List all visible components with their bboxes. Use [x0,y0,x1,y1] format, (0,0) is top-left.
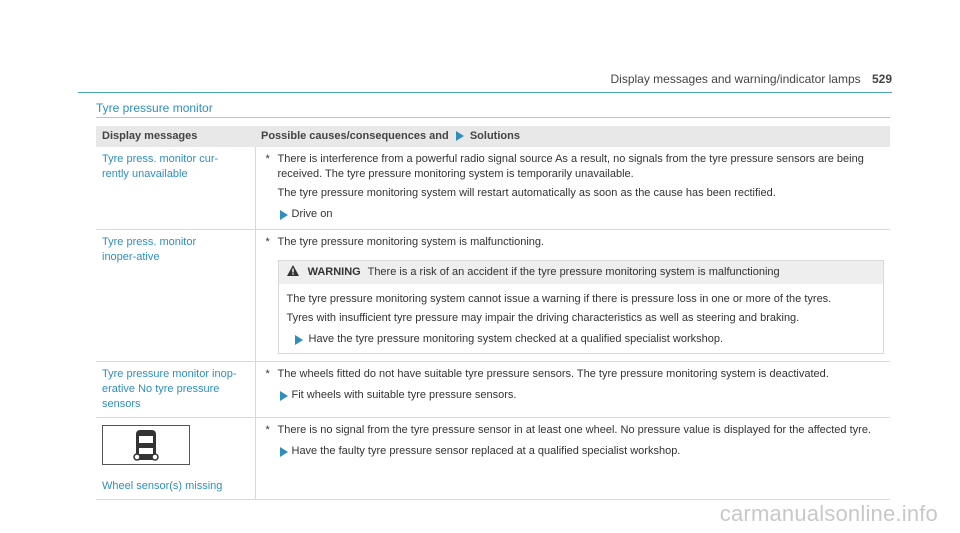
car-tyre-sensor-icon [102,425,190,465]
cause-text: The wheels fitted do not have suitable tyre pressure sensors. The tyre pressure monitoring system is deactivated. [277,368,829,380]
action-text: Drive on [291,208,333,220]
cause-cell [255,230,890,362]
arrow-icon [280,210,288,220]
display-message: Tyre press. monitor cur-rently unavailable [102,153,219,180]
action-item [262,444,885,459]
message-cell [96,418,255,500]
message-cell [96,230,255,362]
star-marker: * [265,424,270,436]
cause-cell [255,362,890,418]
page-number: 529 [871,72,892,86]
section-rule [96,117,890,118]
arrow-icon [280,447,288,457]
cause-cell [255,418,890,500]
cause-text: The tyre pressure monitoring system is malfunctioning. [277,236,545,248]
messages-table [96,126,890,500]
note-text: The tyre pressure monitoring system will restart automatically as soon as the cause has been rectified. [277,187,776,199]
star-marker: * [265,153,270,165]
action-text: Have the faulty tyre pressure sensor replaced at a qualified specialist workshop. [291,445,681,457]
table-row [96,418,890,500]
action-text: Have the tyre pressure monitoring system checked at a qualified specialist workshop. [308,333,724,345]
action-item [262,207,885,222]
display-message: Tyre press. monitor inoper-ative [102,236,197,263]
table-header-row [96,126,890,147]
top-rule [78,92,892,93]
action-text: Fit wheels with suitable tyre pressure sensors. [291,389,517,401]
action-item [287,332,876,347]
col-causes-label: Possible causes/consequences and [261,130,449,142]
warning-title: There is a risk of an accident if the tyre pressure monitoring system is malfunctioning [367,266,780,278]
header-title: Display messages and warning/indicator lamps [610,72,861,86]
warning-box [278,260,885,354]
message-cell [96,147,255,230]
section-title: Tyre pressure monitor [96,101,213,115]
cause-item [262,367,885,382]
warning-body [279,284,884,353]
message-cell [96,362,255,418]
star-marker: * [265,236,270,248]
col-causes-header [255,126,890,147]
arrow-icon [456,131,464,141]
arrow-icon [280,391,288,401]
warning-header [279,261,884,284]
action-item [262,388,885,403]
display-message: Wheel sensor(s) missing [102,480,223,492]
page-header [611,72,893,86]
warning-paragraph: The tyre pressure monitoring system cannot issue a warning if there is pressure loss in one or more of the tyres. [286,293,832,305]
cause-text: There is interference from a powerful radio signal source As a result, no signals from the tyre pressure sensors are being received. The tyre pressure monitoring system is temporarily unavailable. [277,153,864,180]
warning-triangle-icon [287,266,302,278]
cause-cell [255,147,890,230]
warning-label: WARNING [307,266,361,278]
display-message: Tyre pressure monitor inop-erative No tyre pressure sensors [102,368,237,410]
table-row [96,230,890,362]
watermark: carmanualsonline.info [719,501,938,526]
warning-paragraph: Tyres with insufficient tyre pressure may impair the driving characteristics as well as steering and braking. [286,312,800,324]
col-display-header: Display messages [96,126,255,147]
arrow-icon [295,335,303,345]
cause-item [262,152,885,182]
table-row [96,147,890,230]
star-marker: * [265,368,270,380]
cause-item [262,235,885,250]
cause-text: There is no signal from the tyre pressure sensor in at least one wheel. No pressure value is displayed for the affected tyre. [277,424,871,436]
col-solutions-label: Solutions [469,130,520,142]
cause-item [262,423,885,438]
table-row [96,362,890,418]
